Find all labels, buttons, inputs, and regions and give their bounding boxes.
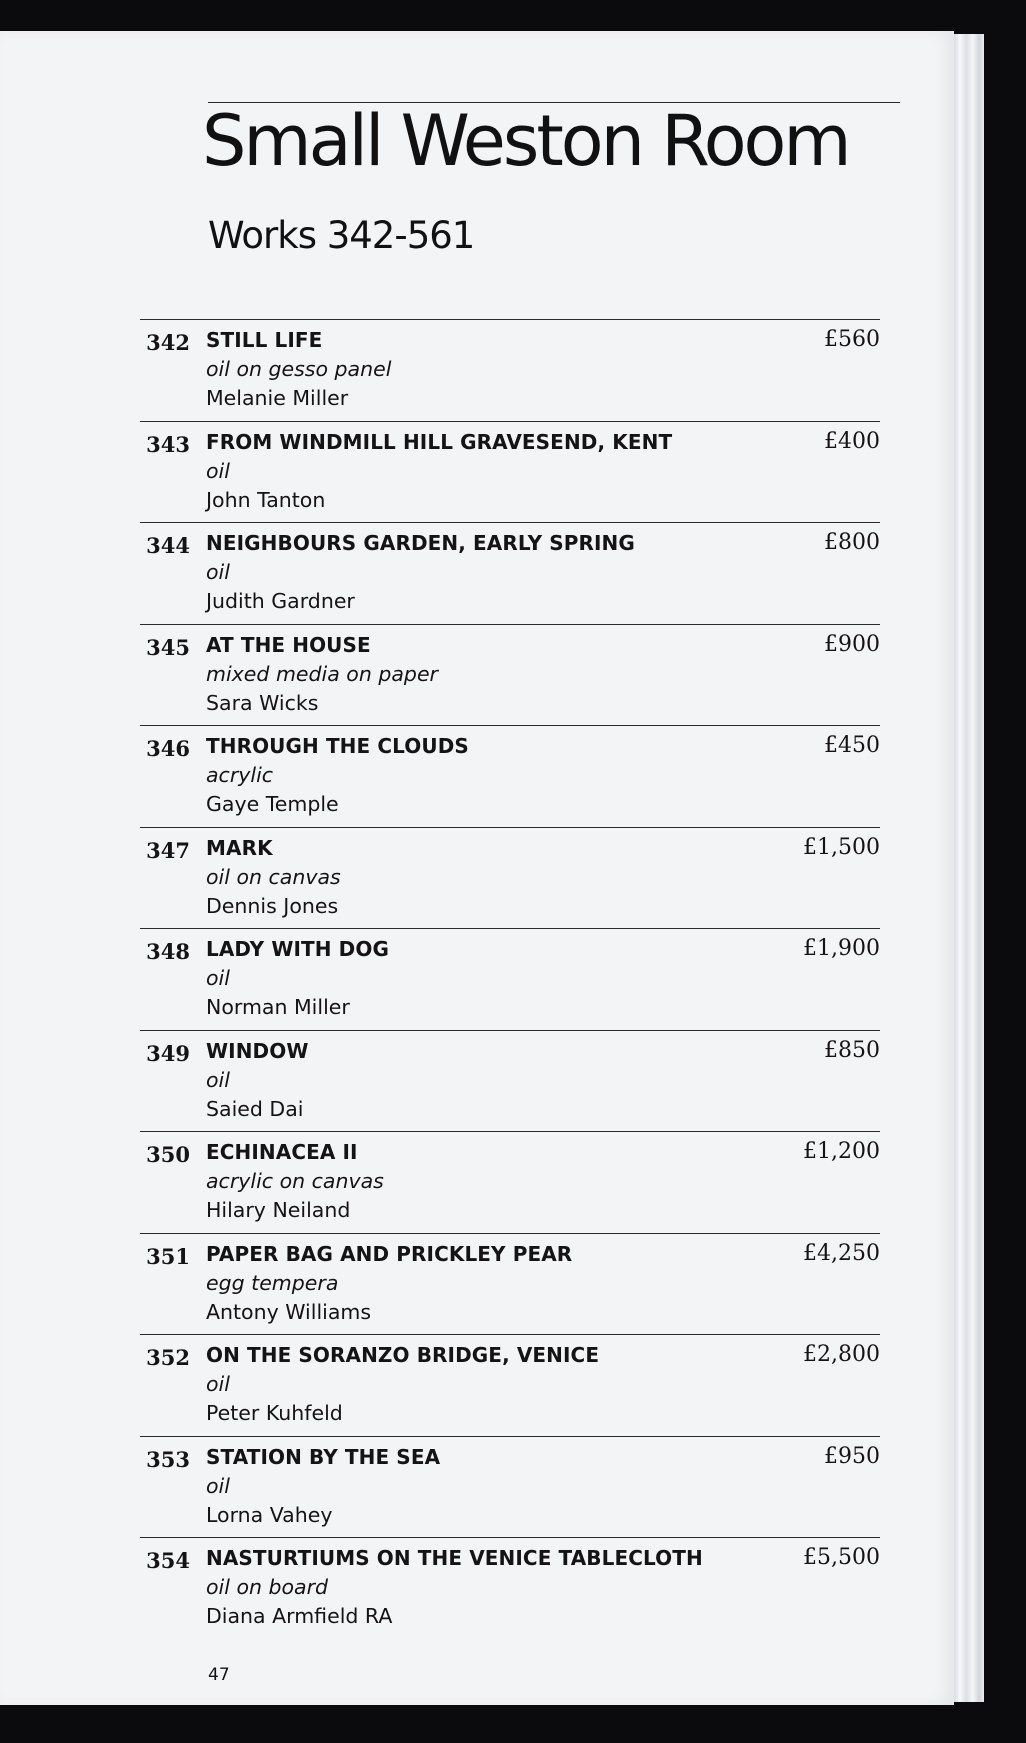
work-artist: Diana Armfield RA (206, 1604, 393, 1628)
work-medium: oil (206, 966, 230, 990)
work-number: 344 (146, 533, 190, 558)
work-entry (140, 1334, 880, 1436)
work-artist: Antony Williams (206, 1299, 372, 1324)
work-price: £950 (824, 1443, 880, 1469)
work-price: £4,250 (803, 1240, 880, 1266)
work-title: MARK (206, 835, 273, 860)
work-medium: mixed media on paper (206, 661, 438, 686)
work-entry (140, 1233, 880, 1335)
work-number: 342 (146, 330, 190, 355)
work-title: NASTURTIUMS ON THE VENICE TABLECLOTH (206, 1546, 703, 1570)
work-price: £1,900 (803, 936, 880, 961)
work-artist: John Tanton (206, 487, 326, 512)
work-number: 346 (146, 736, 190, 761)
work-title: PAPER BAG AND PRICKLEY PEAR (206, 1241, 573, 1266)
work-artist: Peter Kuhfeld (206, 1401, 343, 1425)
work-number: 348 (146, 939, 190, 964)
work-title: STILL LIFE (206, 328, 323, 352)
work-price: £800 (824, 530, 880, 555)
work-entry (140, 1537, 880, 1639)
work-number: 352 (146, 1345, 190, 1370)
room-title: Small Weston Room (202, 100, 849, 182)
work-number: 347 (146, 837, 190, 863)
work-entry (140, 522, 880, 624)
work-number: 343 (146, 431, 190, 457)
work-medium: acrylic on canvas (206, 1169, 384, 1193)
work-entry (140, 624, 880, 726)
work-medium: acrylic (206, 763, 274, 787)
work-entry (140, 1030, 880, 1132)
work-entry (140, 827, 880, 929)
works-range-subtitle: Works 342-561 (208, 214, 475, 257)
work-artist: Dennis Jones (206, 893, 339, 918)
work-title: STATION BY THE SEA (206, 1444, 441, 1469)
work-artist: Judith Gardner (206, 589, 355, 613)
work-medium: oil on board (206, 1575, 329, 1599)
work-entry (140, 725, 880, 827)
work-title: AT THE HOUSE (206, 632, 371, 657)
work-title: THROUGH THE CLOUDS (206, 734, 469, 758)
work-title: ON THE SORANZO BRIDGE, VENICE (206, 1343, 600, 1367)
work-medium: oil (206, 1473, 230, 1498)
work-number: 353 (146, 1446, 190, 1472)
work-number: 349 (146, 1040, 190, 1066)
work-price: £850 (824, 1037, 880, 1063)
work-artist: Gaye Temple (206, 792, 339, 816)
work-price: £450 (824, 733, 880, 758)
work-price: £560 (824, 327, 880, 352)
work-artist: Norman Miller (206, 995, 350, 1019)
work-number: 345 (146, 634, 190, 660)
work-medium: oil on gesso panel (206, 357, 392, 381)
work-title: FROM WINDMILL HILL GRAVESEND, KENT (206, 429, 673, 454)
work-medium: oil (206, 1372, 230, 1396)
work-artist: Hilary Neiland (206, 1198, 351, 1222)
work-artist: Sara Wicks (206, 690, 319, 715)
work-price: £5,500 (803, 1545, 880, 1570)
work-entry (140, 421, 880, 523)
work-artist: Lorna Vahey (206, 1502, 333, 1527)
work-price: £400 (824, 428, 880, 454)
work-title: LADY WITH DOG (206, 937, 389, 961)
work-price: £1,200 (803, 1139, 880, 1164)
page-edge (952, 34, 984, 1702)
catalogue-page (0, 31, 954, 1705)
work-entry (140, 1131, 880, 1233)
work-artist: Saied Dai (206, 1096, 304, 1121)
work-title: NEIGHBOURS GARDEN, EARLY SPRING (206, 531, 635, 555)
work-price: £2,800 (803, 1342, 880, 1367)
works-list (140, 319, 880, 1639)
work-title: WINDOW (206, 1038, 309, 1063)
work-medium: oil (206, 458, 230, 483)
work-medium: oil (206, 560, 230, 584)
work-price: £900 (824, 631, 880, 657)
work-medium: egg tempera (206, 1270, 339, 1295)
work-number: 350 (146, 1142, 190, 1167)
page-number: 47 (208, 1665, 230, 1685)
work-medium: oil on canvas (206, 864, 341, 889)
work-number: 351 (146, 1243, 190, 1269)
work-entry (140, 1436, 880, 1538)
work-medium: oil (206, 1067, 230, 1092)
work-entry (140, 928, 880, 1030)
work-price: £1,500 (803, 834, 880, 860)
work-number: 354 (146, 1548, 190, 1573)
work-title: ECHINACEA II (206, 1140, 358, 1164)
work-entry (140, 319, 880, 421)
work-artist: Melanie Miller (206, 386, 349, 410)
